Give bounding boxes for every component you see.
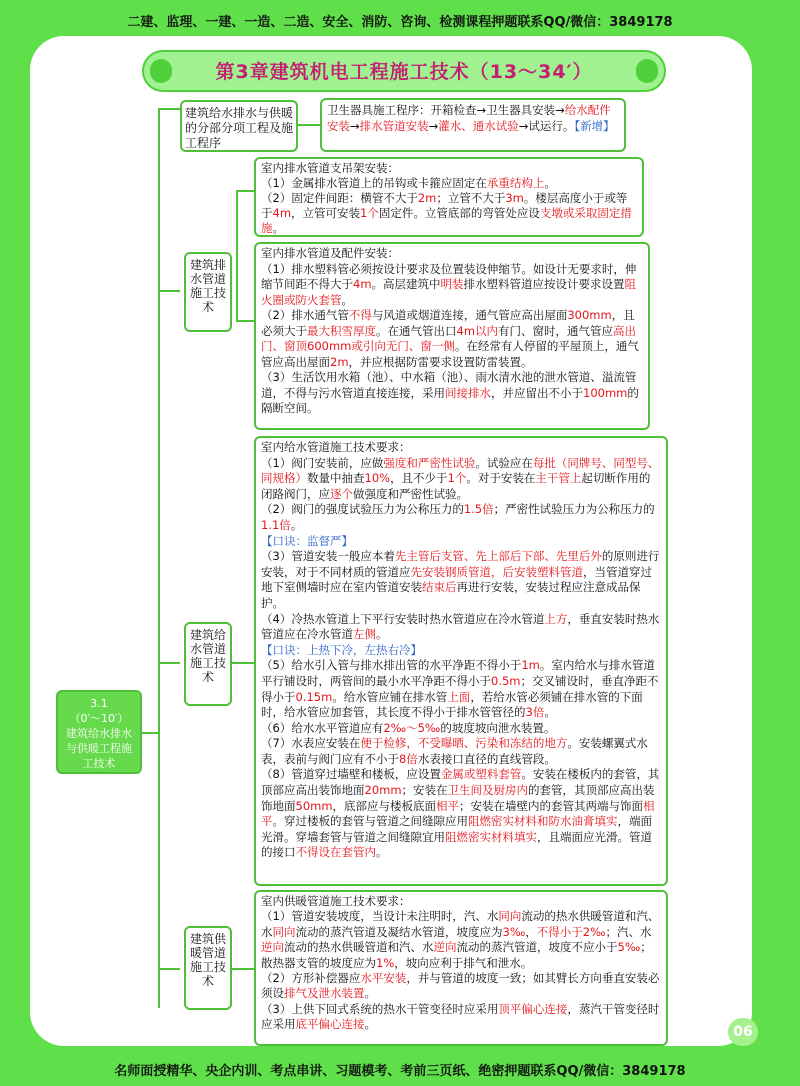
item: （2）方形补偿器应水平安装，并与管道的坡度一致；如其臂长方向垂直安装必须设排气及泄水装置。 — [261, 971, 660, 1001]
item: （2）固定件间距：横管不大于2m；立管不大于3m。楼层高度小于或等于4m，立管可安装1个固定件。立管底部的弯管处应设支墩或采取固定措施。 — [261, 191, 632, 235]
item: （3）管道安装一般应本着先主管后支管、先上部后下部、先里后外的原则进行安装，对于不同材质的管道应先安装钢质管道，后安装塑料管道，当管道穿过地下室侧墙时应在室内管道安装结束后再进行安装，安装过程应注意成品保护。 — [261, 549, 660, 610]
item: （2）排水通气管不得与风道或烟道连接，通气管应高出屋面300mm，且必须大于最大积雪厚度。在通气管出口4m以内有门、窗时，通气管应高出门、窗顶600mm或引向无门、窗一侧。在经常有人停留的平屋顶上，通气管应高出屋面2m，并应根据防雷要求设置防雷装置。 — [261, 308, 639, 369]
item: （5）给水引入管与排水排出管的水平净距不得小于1m。室内给水与排水管道平行铺设时，两管间的最小水平净距不得小于0.5m；交叉铺设时，垂直净距不得小于0.15m。给水管应铺在排水管上面，若给水管必须铺在排水管的下面时，给水管应加套管，其长度不得小于排水管管径的3倍。 — [261, 658, 659, 720]
sanitary-fixtures-box — [320, 98, 626, 152]
item: （4）冷热水管道上下平行安装时热水管道应在冷水管道上方，垂直安装时热水管道应在冷水管道左侧。 — [261, 611, 660, 642]
category-label: 建筑给水管道施工技术 — [189, 628, 226, 684]
arrow: → — [555, 103, 565, 117]
branch-line-1 — [158, 108, 180, 110]
item: （6）给水水平管道应有2‰～5‰的坡度坡向泄水装置。 — [261, 720, 556, 735]
chapter-title: 第3章建筑机电工程施工技术（13～34′） — [215, 61, 593, 83]
sub-line-1 — [296, 124, 320, 126]
tree-trunk-line — [158, 108, 160, 1008]
sub-trunk-2 — [236, 190, 238, 320]
text: 卫生器具施工程序：开箱检查 — [327, 103, 477, 117]
drain-fittings-box — [254, 242, 650, 430]
heating-box — [254, 890, 668, 1046]
sub-line-2b — [236, 320, 254, 322]
item: （1）阀门安装前，应做强度和严密性试验。试验应在每批（同牌号、同型号、同规格）数量中抽查10%，且不少于1个。对于安装在主干管上起切断作用的闭路阀门，应逐个做强度和严密性试验。 — [261, 455, 660, 501]
category-label: 建筑供暖管道施工技术 — [189, 932, 226, 988]
category-label: 建筑排水管道施工技术 — [189, 258, 226, 314]
box-heading: 室内排水管道支吊架安装： — [261, 161, 399, 175]
item: （1）管道安装坡度，当设计未注明时，汽、水同向流动的热水供暖管道和汽、水同向流动的蒸汽管道及凝结水管道，坡度应为3‰，不得小于2‰；汽、水逆向流动的热水供暖管道和汽、水逆向流动的蒸汽管道，坡度不应小于5‰；散热器支管的坡度应为1%，坡向应利于排气和泄水。 — [261, 909, 660, 970]
category-node-heating — [184, 926, 232, 1010]
branch-line-4 — [158, 968, 180, 970]
branch-line-3 — [158, 662, 180, 664]
footer-contact-line: 名师面授精华、央企内训、考点串讲、习题模考、考前三页纸、绝密押题联系QQ/微信：3849178 — [114, 1064, 686, 1079]
item: （3）生活饮用水箱（池）、中水箱（池）、雨水清水池的泄水管道、溢流管道，不得与污水管道直接连接，采用间接排水，并应留出不小于100mm的隔断空间。 — [261, 370, 639, 415]
item: （3）上供下回式系统的热水干管变径时应采用顶平偏心连接，蒸汽干管变径时应采用底平偏心连接。 — [261, 1001, 660, 1032]
arrow: → — [428, 119, 439, 133]
center-topic-range: （0′～10′） — [69, 712, 129, 725]
box-heading: 室内供暖管道施工技术要求： — [261, 894, 411, 908]
page-number: 06 — [728, 1018, 758, 1046]
sub-line-2a — [236, 190, 254, 192]
text: 试运行。 — [528, 119, 575, 133]
category-label: 建筑给水排水与供暖的分部分项工程及施工程序 — [185, 106, 294, 150]
text: 卫生器具安装 — [486, 103, 556, 117]
item: （1）排水塑料管必须按设计要求及位置装设伸缩节。如设计无要求时，伸缩节间距不得大于4m。高层建筑中明装排水塑料管道应按设计要求设置阻火圈或防火套管。 — [261, 261, 637, 307]
drain-support-box — [254, 157, 644, 237]
arrow: → — [476, 103, 487, 117]
item: （7）水表应安装在便于检修，不受曝晒、污染和冻结的地方。安装螺翼式水表，表前与阀门应有不小于8倍水表接口直径的直线管段。 — [261, 736, 648, 766]
new-badge: 【新增】 — [574, 119, 615, 133]
center-connector — [140, 732, 160, 734]
center-topic-title: 建筑给水排水与供暖工程施工技术 — [66, 727, 132, 770]
category-node-procedures — [180, 100, 298, 152]
mnemonic-1: 【口诀：监督严】 — [261, 533, 353, 548]
highlight: 灌水、通水试验 — [438, 119, 519, 133]
branch-line-2 — [158, 290, 180, 292]
box-heading: 室内给水管道施工技术要求： — [261, 440, 411, 454]
center-topic-node — [56, 690, 142, 774]
center-topic-number: 3.1 — [90, 697, 108, 710]
water-supply-box — [254, 436, 668, 886]
chapter-title-bar — [142, 50, 666, 92]
item: （1）金属排水管道上的吊钩或卡箍应固定在承重结构上。 — [261, 176, 556, 190]
arrow: → — [518, 119, 529, 133]
item: （8）管道穿过墙壁和楼板，应设置金属或塑料套管。安装在楼板内的套管，其顶部应高出装饰地面20mm；安装在卫生间及厨房内的套管，其顶部应高出装饰地面50mm，底部应与楼板底面相平；安装在墙壁内的套管其两端与饰面相平。穿过楼板的套管与管道之间缝隙应用阻燃密实材料和防水油膏填实，端面光滑。穿墙套管与管道之间缝隙宜用阻燃密实材料填实，且端面应光滑。管道的接口不得设在套管内。 — [261, 767, 660, 860]
arrow: → — [350, 119, 360, 133]
category-node-drainage — [184, 252, 232, 332]
highlight: 排水管道安装 — [359, 119, 429, 133]
category-node-water-supply — [184, 622, 232, 706]
item: （2）阀门的强度试验压力为公称压力的1.5倍；严密性试验压力为公称压力的1.1倍。 — [261, 502, 655, 532]
header-contact-line: 二建、监理、一建、一造、二造、安全、消防、咨询、检测课程押题联系QQ/微信：3849178 — [127, 15, 673, 30]
highlight: 给水配件安装 — [327, 103, 611, 133]
mnemonic-2: 【口诀：上热下冷，左热右冷】 — [261, 642, 422, 657]
box-heading: 室内排水管道及配件安装： — [261, 246, 399, 260]
